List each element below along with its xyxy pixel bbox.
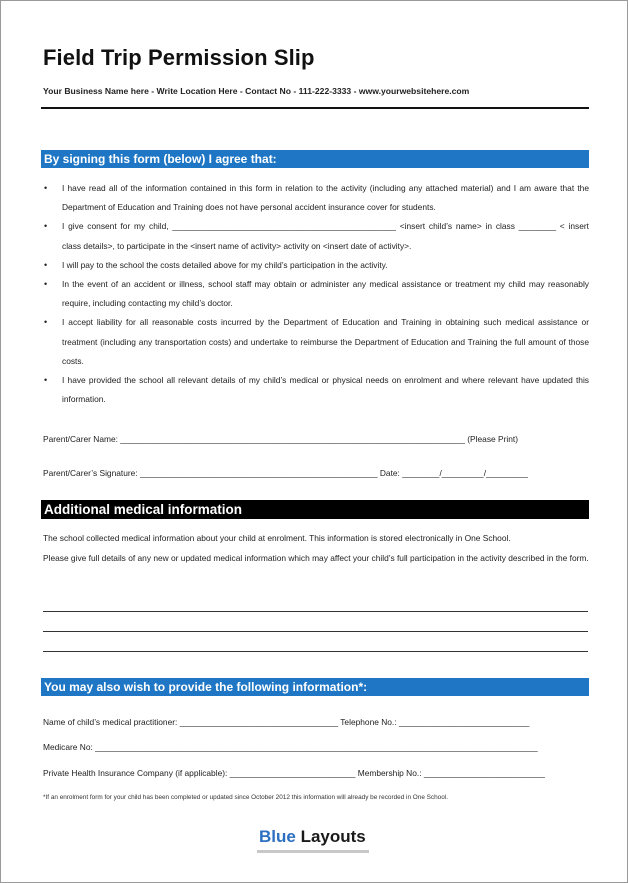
- list-item: • I accept liability for all reasonable costs incurred by the Department of Education and Training in obtaining such medical assistance or treatment (including any transportation costs) and undertake to reimburse the Department of Education and Training the full amount of those costs.: [41, 313, 589, 371]
- list-item: • I have read all of the information contained in this form in relation to the activity (including any attached material) and I am aware that the Department of Education and Training does not have personal accident insurance cover for students.: [41, 179, 589, 217]
- medical-info-para-1: The school collected medical information about your child at enrolment. This information is stored electronically in One School.: [43, 533, 511, 543]
- contact-line: Your Business Name here - Write Location Here - Contact No - 111-222-3333 - www.yourwebsitehere.com: [43, 86, 470, 96]
- section-heading-optional-info: You may also wish to provide the following information*:: [41, 678, 589, 696]
- medical-details-line-1[interactable]: [43, 611, 588, 612]
- section-heading-medical: Additional medical information: [41, 500, 589, 519]
- medical-info-text: [43, 529, 589, 568]
- list-item: • In the event of an accident or illness, school staff may obtain or administer any medical assistance or treatment my child may reasonably require, including contacting my child’s doctor.: [41, 275, 589, 313]
- medical-details-line-3[interactable]: [43, 651, 588, 652]
- footnote: *If an enrolment form for your child has been completed or updated since October 2012 this information will already be recorded in One School.: [43, 794, 448, 801]
- health-insurance-field[interactable]: Private Health Insurance Company (if applicable): ___________________________ Membership No.: __________________________: [43, 768, 545, 778]
- page-title: Field Trip Permission Slip: [43, 45, 315, 70]
- medical-details-line-2[interactable]: [43, 631, 588, 632]
- medical-info-para-2: Please give full details of any new or updated medical information which may affect your child’s full participation in the activity described in the form.: [43, 552, 589, 563]
- header-divider: [41, 107, 589, 109]
- logo-word-blue: Blue: [259, 827, 296, 846]
- section-heading-agreement: By signing this form (below) I agree that:: [41, 150, 589, 168]
- logo-word-layouts: Layouts: [295, 827, 366, 846]
- list-item: • I give consent for my child, ________________________________________________ <insert child’s name> in class ________ < insert class details>, to participate in the <insert name of activity> activity on <insert date of activity>.: [41, 217, 589, 255]
- parent-signature-field[interactable]: Parent/Carer’s Signature: ___________________________________________________ Date: ________/_________/_________: [43, 468, 528, 478]
- blue-layouts-logo: [259, 827, 366, 847]
- agreement-list: [41, 179, 589, 409]
- parent-name-field[interactable]: Parent/Carer Name: __________________________________________________________________________ (Please Print): [43, 434, 518, 444]
- logo-underline: [257, 850, 369, 853]
- medicare-field[interactable]: Medicare No: _______________________________________________________________________________________________: [43, 742, 538, 752]
- medical-practitioner-field[interactable]: Name of child’s medical practitioner: __________________________________ Telephone No.: ____________________________: [43, 717, 530, 727]
- list-item: • I will pay to the school the costs detailed above for my child’s participation in the activity.: [41, 256, 589, 275]
- list-item: • I have provided the school all relevant details of my child’s medical or physical needs on enrolment and where relevant have updated this information.: [41, 371, 589, 409]
